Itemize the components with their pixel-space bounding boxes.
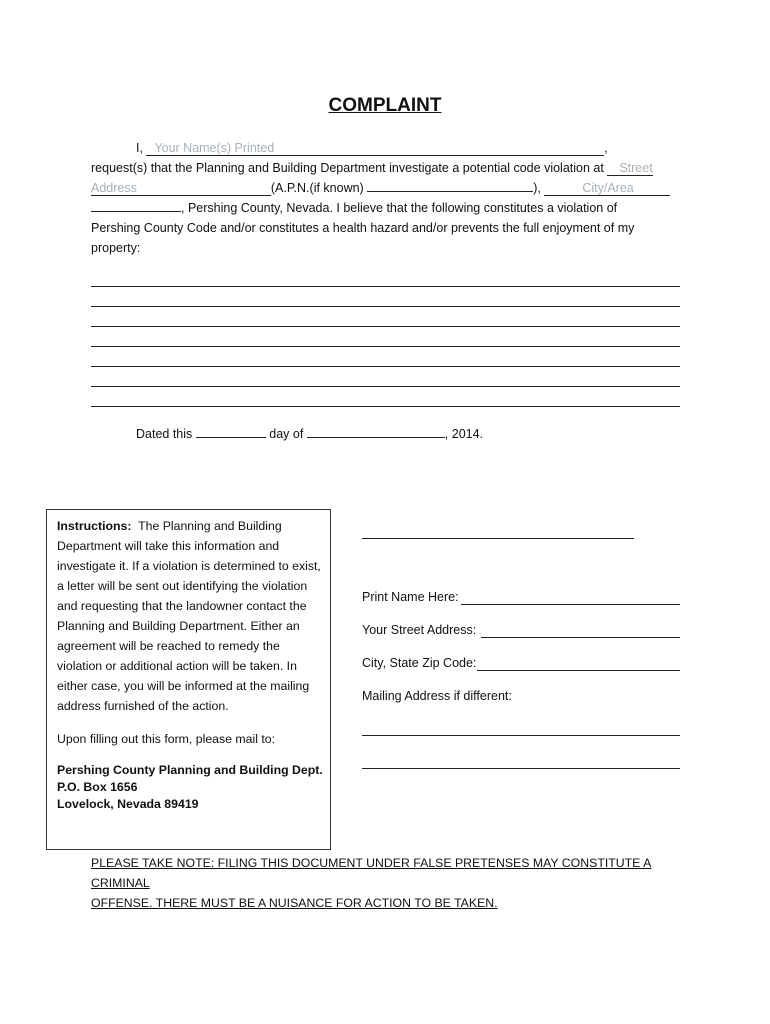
mailing-address-line-1[interactable] — [362, 735, 680, 736]
print-name-field[interactable] — [461, 604, 680, 605]
address-line: Address (A.P.N.(if known) ), City/Area — [91, 180, 670, 196]
street-field-end[interactable] — [91, 181, 271, 196]
legal-notice — [91, 853, 691, 913]
code-line: Pershing County Code and/or constitutes a health hazard and/or prevents the full enjoyment of my — [91, 221, 635, 235]
dated-line — [136, 426, 483, 442]
description-line-2[interactable] — [91, 306, 680, 307]
page-title: COMPLAINT — [328, 95, 442, 116]
property-line: property: — [91, 241, 141, 255]
city-field-continued[interactable] — [91, 200, 181, 212]
intro-prefix: I, — [136, 141, 143, 155]
city-state-zip-label: City, State Zip Code: — [362, 656, 477, 670]
description-line-3[interactable] — [91, 326, 680, 327]
signature-line[interactable] — [362, 538, 634, 539]
dated-year: , 2014. — [444, 427, 484, 441]
legal-notice-line-1: PLEASE TAKE NOTE: FILING THIS DOCUMENT UNDER FALSE PRETENSES MAY CONSTITUTE A CRIMINAL — [91, 856, 652, 890]
city-placeholder: City/Area — [582, 181, 634, 195]
city-state-zip-field[interactable] — [477, 670, 680, 671]
description-line-6[interactable] — [91, 386, 680, 387]
street-field-start[interactable] — [607, 161, 652, 176]
legal-notice-line-2: OFFENSE. THERE MUST BE A NUISANCE FOR ACTION TO BE TAKEN. — [91, 896, 498, 910]
county-line — [91, 200, 617, 216]
instructions-box — [46, 509, 331, 850]
print-name-label: Print Name Here: — [362, 590, 459, 604]
apn-label: (A.P.N.(if known) — [270, 181, 364, 195]
dated-prefix: Dated this — [136, 427, 193, 441]
instructions-paragraph — [57, 516, 325, 716]
apn-field[interactable] — [367, 180, 533, 192]
street-address-label: Your Street Address: — [362, 623, 477, 637]
request-text: request(s) that the Planning and Building Department investigate a potential code violation at — [91, 161, 604, 175]
instructions-body: The Planning and Building Department will take this information and investigate it. If a violation is determined to exist, a letter will be sent out identifying the violation and requesting that the landowner contact the Planning and Building Department. Either an agreement will be reached to remedy the violation or additional action will be taken. In either case, you will be informed at the mailing address furnished of the action. — [57, 519, 321, 713]
street-address-field[interactable] — [481, 637, 680, 638]
county-text: , Pershing County, Nevada. I believe that the following constitutes a violation of — [181, 201, 618, 215]
description-line-4[interactable] — [91, 346, 680, 347]
request-line — [91, 160, 653, 176]
mail-address-line-3: Lovelock, Nevada 89419 — [57, 797, 199, 811]
description-line-7[interactable] — [91, 406, 680, 407]
street-address-row — [362, 623, 476, 637]
print-name-row — [362, 590, 459, 604]
mailing-address-label: Mailing Address if different: — [362, 689, 512, 703]
name-field[interactable] — [146, 141, 604, 156]
mailing-address-line-2[interactable] — [362, 768, 680, 769]
name-placeholder: Your Name(s) Printed — [154, 141, 275, 155]
month-field[interactable] — [307, 426, 445, 438]
description-line-5[interactable] — [91, 366, 680, 367]
description-line-1[interactable] — [91, 286, 680, 287]
mail-address-line-1: Pershing County Planning and Building Dept. — [57, 763, 323, 777]
mail-instruction: Upon filling out this form, please mail to: — [57, 732, 276, 746]
city-field[interactable] — [544, 181, 669, 196]
dated-mid: day of — [269, 427, 304, 441]
city-state-zip-row — [362, 656, 476, 670]
mail-address-line-2: P.O. Box 1656 — [57, 780, 138, 794]
instructions-heading: Instructions: — [57, 519, 132, 533]
street-placeholder-2: Address — [91, 181, 137, 195]
intro-line: I, Your Name(s) Printed , — [136, 141, 608, 155]
day-field[interactable] — [196, 426, 266, 438]
street-placeholder-1: Street — [619, 161, 653, 175]
